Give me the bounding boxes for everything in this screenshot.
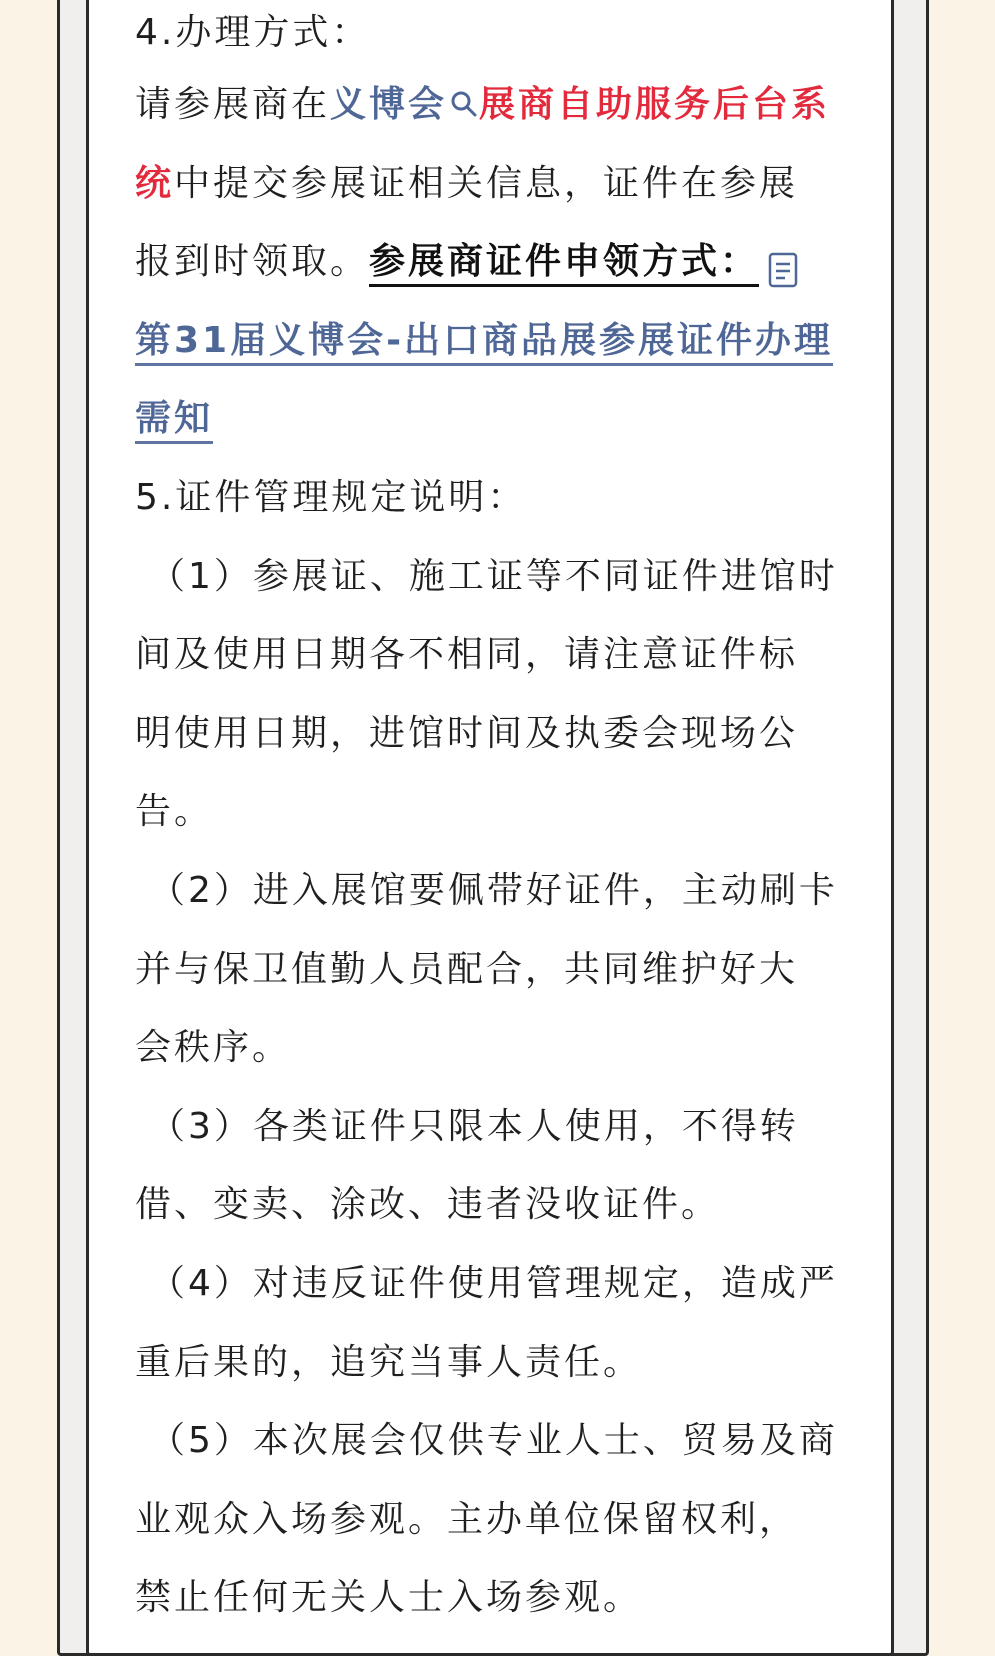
section-5-heading: 5.证件管理规定说明： [135,476,527,518]
rule-line: （5）本次展会仅供专业人士、贸易及商 [149,1420,838,1462]
rule-line: （4）对违反证件使用管理规定，造成严 [149,1262,838,1304]
platform-link[interactable]: 义博会 [330,84,448,125]
section-4-line-2: 统中提交参展证相关信息，证件在参展 [135,162,799,204]
system-name-part1: 展商自助服务后台系 [479,84,831,125]
rule-line: 并与保卫值勤人员配合，共同维护好大 [135,948,799,990]
notice-link[interactable]: 第31届义博会-出口商品展参展证件办理 [135,320,833,366]
section-4-line-1: 请参展商在义博会 展商自助服务后台系 [135,66,887,145]
search-icon[interactable] [449,69,479,99]
rule-line: （1）参展证、施工证等不同证件进馆时 [149,555,838,597]
rule-line: 重后果的，追究当事人责任。 [135,1341,643,1383]
rule-line: （3）各类证件只限本人使用，不得转 [149,1105,799,1147]
rule-line: 业观众入场参观。主办单位保留权利， [135,1498,799,1540]
rule-line: 借、变卖、涂改、违者没收证件。 [135,1184,721,1226]
notice-link-line-2[interactable] [135,380,887,459]
background-strip [929,0,995,1639]
rule-line: 告。 [135,791,214,833]
document-content [135,0,887,1638]
notice-link-line-1[interactable] [135,302,887,381]
rule-line: 禁止任何无关人士入场参观。 [135,1577,643,1619]
rule-line: 明使用日期，进馆时间及执委会现场公 [135,712,799,754]
rule-line: （2）进入展馆要佩带好证件，主动刷卡 [149,869,838,911]
method-label: 参展商证件申领方式： [369,241,759,287]
notice-link-continued[interactable]: 需知 [135,398,213,444]
system-name-part2: 统 [135,162,175,204]
rule-line: 间及使用日期各不相同，请注意证件标 [135,634,799,676]
section-4-line-3: 报到时领取。参展商证件申领方式： [135,223,887,302]
document-icon[interactable] [767,240,801,278]
section-4-heading: 4.办理方式： [135,12,371,53]
rule-line: 会秩序。 [135,1027,292,1069]
